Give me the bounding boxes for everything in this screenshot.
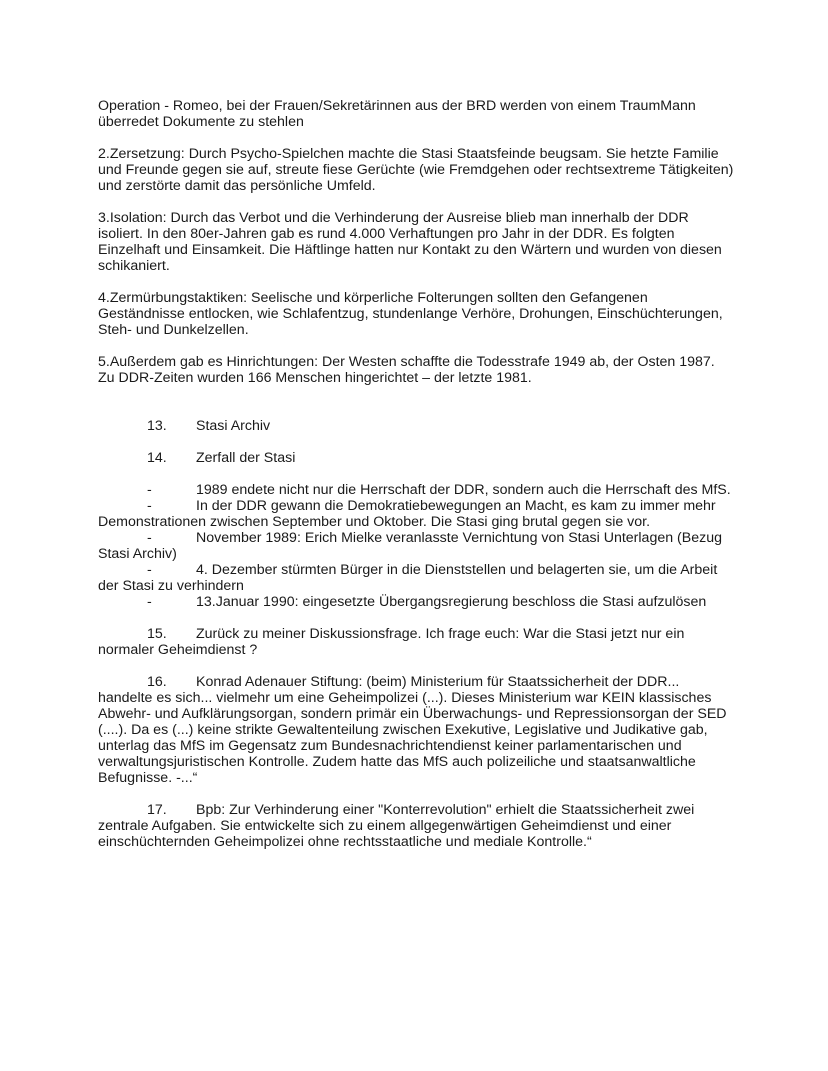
bullet-dash: - [147, 482, 152, 498]
item-16 [98, 674, 734, 786]
bullet-dash: - [147, 562, 152, 578]
paragraph-zermuerbungstaktiken: 4.Zermürbungstaktiken: Seelische und körperliche Folterungen sollten den Gefangenen Geständnisse entlocken, wie Schlafentzug, stundenlange Verhöre, Drohungen, Einschüchterungen, Steh- und Dunkelzellen. [98, 290, 723, 338]
item-17-number: 17. [147, 802, 167, 818]
item-15 [98, 626, 734, 658]
item-17 [98, 802, 734, 850]
item-14 [98, 450, 734, 466]
bullet-item [98, 530, 734, 562]
bullet-dash: - [147, 530, 152, 546]
item-14-number: 14. [147, 450, 167, 466]
item-16-text: Konrad Adenauer Stiftung: (beim) Ministerium für Staatssicherheit der DDR... handelte es sich... vielmehr um eine Geheimpolizei (...). Dieses Ministerium war KEIN klassisches Abwehr- und Aufklärungsorgan, sondern primär ein Überwachungs- und Repressionsorgan der SED (....). Da es (...) keine strikte Gewaltenteilung zwischen Exekutive, Legislative und Judikative gab, unterlag das MfS im Gegensatz zum Bundesnachrichtendienst keiner parlamentarischen und verwaltungsjuristischen Kontrolle. Zudem hatte das MfS auch polizeiliche und staatsanwaltliche Befugnisse. -...“ [98, 674, 727, 786]
bullet-item [98, 482, 734, 498]
item-13-text: Stasi Archiv [196, 418, 271, 434]
bullet-dash: - [147, 594, 152, 610]
item-14-text: Zerfall der Stasi [196, 450, 296, 466]
paragraph-hinrichtungen: 5.Außerdem gab es Hinrichtungen: Der Westen schaffte die Todesstrafe 1949 ab, der Osten 1987. Zu DDR-Zeiten wurden 166 Menschen hingerichtet – der letzte 1981. [98, 354, 715, 386]
bullet-item [98, 594, 734, 610]
item-17-text: Bpb: Zur Verhinderung einer "Konterrevolution" erhielt die Staatssicherheit zwei zentrale Aufgaben. Sie entwickelte sich zu einem allgegenwärtigen Geheimdienst und einer einschüchternden Geheimpolizei ohne rechtsstaatliche und mediale Kontrolle.“ [98, 802, 695, 850]
bullet-item [98, 498, 734, 530]
item-16-number: 16. [147, 674, 167, 690]
item-13 [98, 418, 734, 434]
bullet-list [98, 482, 734, 610]
bullet-text: In der DDR gewann die Demokratiebewegungen an Macht, es kam zu immer mehr Demonstrationen zwischen September und Oktober. Die Stasi ging brutal gegen sie vor. [98, 498, 716, 530]
paragraph-zersetzung: 2.Zersetzung: Durch Psycho-Spielchen machte die Stasi Staatsfeinde beugsam. Sie hetzte Familie und Freunde gegen sie auf, streute fiese Gerüchte (wie Fremdgehen oder rechtsextreme Tätigkeiten) und zerstörte damit das persönliche Umfeld. [98, 146, 734, 194]
intro-paragraph: Operation - Romeo, bei der Frauen/Sekretärinnen aus der BRD werden von einem TraumMann überredet Dokumente zu stehlen [98, 98, 696, 130]
bullet-item [98, 562, 734, 594]
item-13-number: 13. [147, 418, 167, 434]
paragraph-isolation: 3.Isolation: Durch das Verbot und die Verhinderung der Ausreise blieb man innerhalb der DDR isoliert. In den 80er-Jahren gab es rund 4.000 Verhaftungen pro Jahr in der DDR. Es folgten Einzelhaft und Einsamkeit. Die Häftlinge hatten nur Kontakt zu den Wärtern und wurden von diesen schikaniert. [98, 210, 722, 274]
item-15-text: Zurück zu meiner Diskussionsfrage. Ich frage euch: War die Stasi jetzt nur ein normaler Geheimdienst ? [98, 626, 685, 658]
bullet-text: 1989 endete nicht nur die Herrschaft der DDR, sondern auch die Herrschaft des MfS. [196, 482, 731, 498]
bullet-text: 13.Januar 1990: eingesetzte Übergangsregierung beschloss die Stasi aufzulösen [196, 594, 707, 610]
bullet-text: 4. Dezember stürmten Bürger in die Dienststellen und belagerten sie, um die Arbeit der Stasi zu verhindern [98, 562, 718, 594]
bullet-text: November 1989: Erich Mielke veranlasste Vernichtung von Stasi Unterlagen (Bezug Stasi Archiv) [98, 530, 723, 562]
document-body [98, 98, 734, 866]
item-15-number: 15. [147, 626, 167, 642]
bullet-dash: - [147, 498, 152, 514]
